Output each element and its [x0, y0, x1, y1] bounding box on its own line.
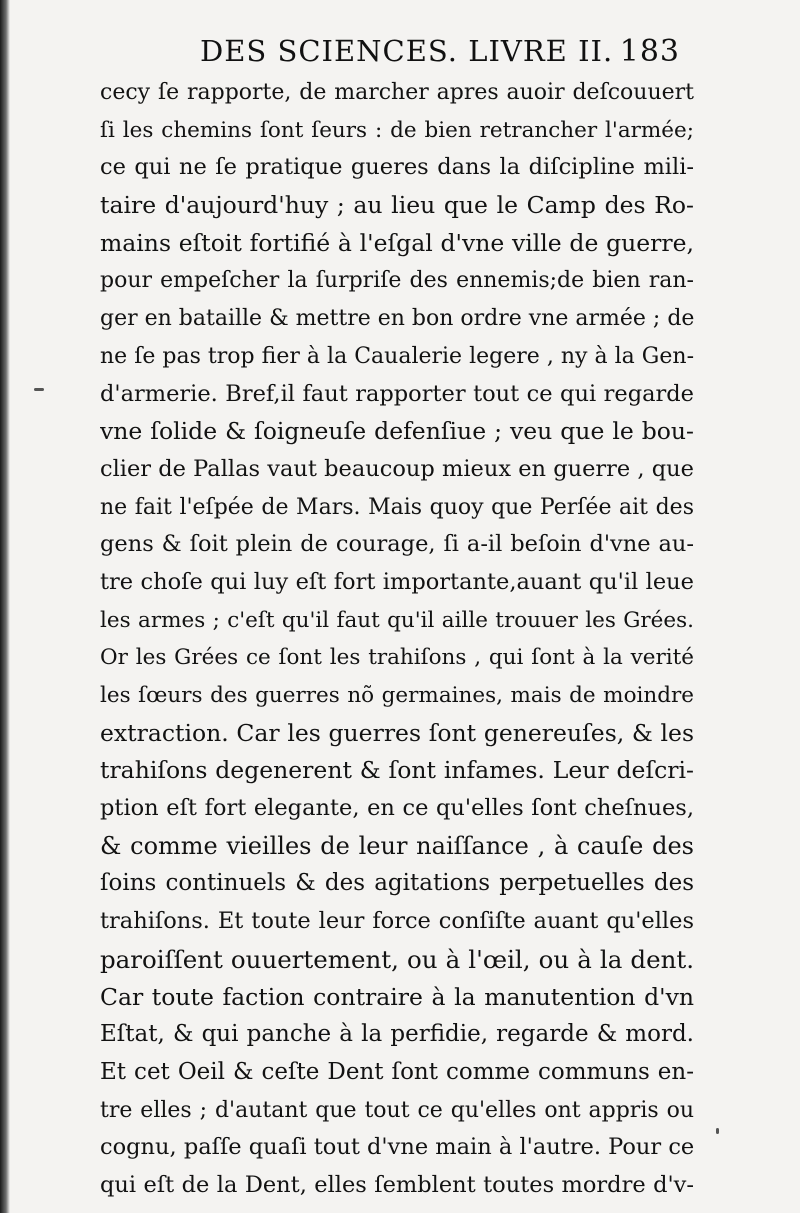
- text-line: paroiſſent ouuertement, ou à l'œil, ou à la dent.: [100, 944, 694, 974]
- running-head: DES SCIENCES. LIVRE II.: [200, 34, 614, 68]
- text-line: Or les Grées ce ſont les trahiſons , qui ſont à la verité: [100, 645, 694, 671]
- text-line: vne ſolide & ſoigneuſe defenſiue ; veu que le bou-: [100, 417, 694, 446]
- text-line: clier de Pallas vaut beaucoup mieux en guerre , que: [100, 455, 694, 482]
- text-line: ne ſe pas trop fier à la Caualerie legere , ny à la Gen-: [100, 343, 694, 369]
- text-line: extraction. Car les guerres ſont genereuſes, & les: [100, 718, 694, 747]
- text-line: les armes ; c'eſt qu'il faut qu'il aille trouuer les Grées.: [100, 607, 694, 633]
- text-line: mains eſtoit fortifié à l'eſgal d'vne ville de guerre,: [100, 228, 694, 257]
- text-line: taire d'aujourd'huy ; au lieu que le Camp des Ro-: [100, 191, 694, 220]
- text-line: ger en bataille & mettre en bon ordre vne armée ; de: [100, 306, 694, 332]
- text-line: ce qui ne ſe pratique gueres dans la diſcipline mili-: [100, 154, 694, 181]
- text-line: ſi les chemins ſont ſeurs : de bien retrancher l'armée;: [100, 117, 694, 143]
- text-line: cecy ſe rapporte, de marcher apres auoir deſcouuert: [100, 80, 694, 105]
- body-text: [100, 74, 694, 1205]
- margin-mark: [34, 388, 44, 391]
- text-line: trahiſons. Et toute leur force conſiſte auant qu'elles: [100, 908, 694, 935]
- text-line: pour empeſcher la ſurpriſe des ennemis;de bien ran-: [100, 268, 694, 294]
- page-number: 183: [619, 34, 680, 69]
- page-gutter-shadow: [0, 0, 10, 1213]
- margin-mark: [716, 1128, 719, 1134]
- text-line: les ſœurs des guerres nõ germaines, mais de moindre: [100, 683, 694, 708]
- text-line: ne fait l'eſpée de Mars. Mais quoy que Perſée ait des: [100, 494, 694, 520]
- text-line: ption eſt fort elegante, en ce qu'elles ſont cheſnues,: [100, 795, 694, 822]
- text-line: qui eſt de la Dent, elles ſemblent toutes mordre d'v-: [100, 1171, 694, 1198]
- text-line: tre choſe qui luy eſt fort importante,auant qu'il leue: [100, 568, 694, 595]
- text-line: & comme vieilles de leur naiſſance , à cauſe des: [100, 831, 694, 860]
- text-line: Et cet Oeil & ceſte Dent ſont comme communs en-: [100, 1058, 694, 1085]
- text-line: Eſtat, & qui panche à la perfidie, regarde & mord.: [100, 1021, 694, 1048]
- text-line: gens & ſoit plein de courage, ſi a-il beſoin d'vne au-: [100, 531, 694, 558]
- text-line: trahiſons degenerent & ſont infames. Leur deſcri-: [100, 756, 694, 785]
- page-header: [200, 34, 680, 74]
- text-line: ſoins continuels & des agitations perpetuelles des: [100, 870, 694, 897]
- text-line: cognu, paſſe quaſi tout d'vne main à l'autre. Pour ce: [100, 1134, 694, 1161]
- text-line: d'armerie. Bref,il faut rapporter tout ce qui regarde: [100, 380, 694, 407]
- text-line: tre elles ; d'autant que tout ce qu'elles ont appris ou: [100, 1097, 694, 1123]
- text-line: Car toute faction contraire à la manutention d'vn: [100, 982, 694, 1011]
